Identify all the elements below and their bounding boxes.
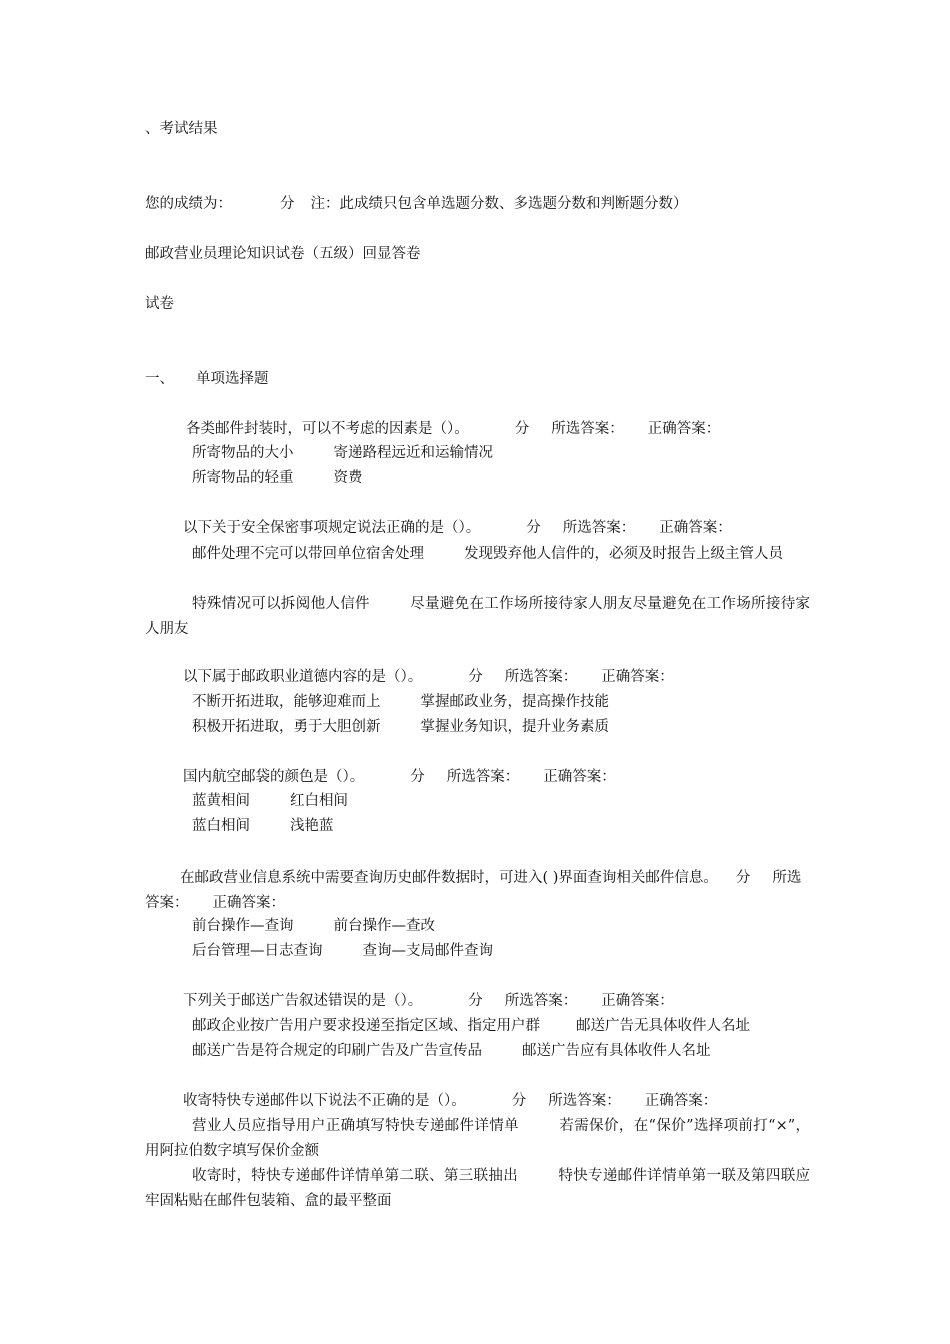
option-c: 后台管理—日志查询 — [192, 943, 323, 959]
option-a: 邮政企业按广告用户要求投递至指定区域、指定用户群 — [192, 1018, 540, 1034]
question-6 — [183, 992, 674, 1010]
option-a: 前台操作—查询 — [192, 918, 294, 934]
selected-answer-label: 所选答案： — [562, 520, 636, 536]
question-text: 收寄特快专递邮件以下说法不正确的是（）。 — [183, 1093, 466, 1109]
question-text: 在邮政营业信息系统中需要查询历史邮件数据时，可进入( )界面查询相关邮件信息。 — [180, 870, 718, 886]
question-score-unit: 分 — [735, 870, 751, 886]
option-a: 营业人员应指导用户正确填写特快专递邮件详情单 — [192, 1118, 520, 1134]
section-heading — [145, 370, 269, 388]
option-d: 尽量避免在工作场所接待家人朋友尽量避免在工作场所接待家人朋友 — [145, 596, 811, 637]
option-row — [192, 469, 363, 487]
question-score-unit: 分 — [468, 993, 483, 1009]
option-block — [145, 1164, 810, 1214]
question-score-unit: 分 — [514, 421, 530, 437]
option-a: 蓝黄相间 — [192, 793, 250, 809]
option-row — [192, 792, 348, 810]
option-row — [192, 718, 609, 736]
option-d: 查询—支局邮件查询 — [362, 943, 493, 959]
section-number: 一、 — [145, 371, 174, 387]
option-c: 邮送广告是符合规定的印刷广告及广告宣传品 — [192, 1043, 482, 1059]
option-b: 若需保价，在“保价”选择项前打“×”，用阿拉伯数字填写保价金额 — [145, 1118, 810, 1159]
correct-answer-label: 正确答案： — [647, 421, 721, 437]
correct-answer-label: 正确答案： — [601, 993, 674, 1009]
selected-answer-label: 所选答案： — [145, 870, 802, 911]
question-score-unit: 分 — [410, 769, 425, 785]
option-c: 蓝白相间 — [192, 818, 250, 834]
selected-answer-label: 所选答案： — [446, 769, 520, 785]
option-row — [192, 817, 334, 835]
question-text: 各类邮件封装时，可以不考虑的因素是（）。 — [186, 421, 469, 437]
question-text: 国内航空邮袋的颜色是（）。 — [183, 769, 365, 785]
question-1 — [186, 420, 720, 438]
selected-answer-label: 所选答案： — [504, 993, 578, 1009]
selected-answer-label: 所选答案： — [551, 421, 624, 437]
option-d: 邮送广告应有具体收件人名址 — [522, 1043, 711, 1059]
correct-answer-label: 正确答案： — [543, 769, 616, 785]
question-7 — [183, 1092, 717, 1110]
option-b: 邮送广告无具体收件人名址 — [576, 1018, 750, 1034]
option-b: 发现毁弃他人信件的，必须及时报告上级主管人员 — [464, 546, 783, 562]
option-block — [145, 592, 810, 642]
selected-answer-label: 所选答案： — [548, 1093, 621, 1109]
selected-answer-label: 所选答案： — [504, 669, 578, 685]
correct-answer-label: 正确答案： — [212, 895, 285, 911]
option-row — [192, 1042, 711, 1060]
option-d: 特快专递邮件详情单第一联及第四联应牢固粘贴在邮件包装箱、盒的最平整面 — [145, 1168, 811, 1209]
question-3 — [183, 668, 674, 686]
paper-label: 试卷 — [145, 296, 174, 312]
option-b: 掌握邮政业务，提高操作技能 — [420, 694, 609, 710]
question-4 — [183, 768, 616, 786]
correct-answer-label: 正确答案： — [644, 1093, 718, 1109]
section-title: 单项选择题 — [196, 371, 269, 387]
option-b: 前台操作—查改 — [333, 918, 435, 934]
option-d: 资费 — [333, 470, 363, 486]
question-text: 以下属于邮政职业道德内容的是（）。 — [183, 669, 423, 685]
question-score-unit: 分 — [511, 1093, 527, 1109]
correct-answer-label: 正确答案： — [659, 520, 732, 536]
option-block — [145, 542, 810, 567]
option-a: 不断开拓进取，能够迎难而上 — [192, 694, 381, 710]
option-row — [192, 1017, 750, 1035]
score-line — [145, 195, 688, 213]
score-unit: 分 — [280, 196, 295, 212]
option-row — [192, 942, 493, 960]
option-c: 所寄物品的轻重 — [192, 470, 294, 486]
option-c: 特殊情况可以拆阅他人信件 — [192, 596, 370, 612]
option-c: 收寄时，特快专递邮件详情单第二联、第三联抽出 — [192, 1168, 519, 1184]
question-score-unit: 分 — [468, 669, 483, 685]
option-a: 所寄物品的大小 — [192, 445, 294, 461]
score-note: 注：此成绩只包含单选题分数、多选题分数和判断题分数） — [310, 196, 688, 212]
option-b: 红白相间 — [290, 793, 348, 809]
option-a: 邮件处理不完可以带回单位宿舍处理 — [192, 546, 424, 562]
exam-name: 邮政营业员理论知识试卷（五级）回显答卷 — [145, 246, 421, 262]
option-d: 浅艳蓝 — [290, 818, 334, 834]
score-prefix: 您的成绩为： — [145, 196, 232, 212]
option-d: 掌握业务知识，提升业务素质 — [420, 719, 609, 735]
option-row — [192, 444, 493, 462]
question-5 — [145, 866, 810, 916]
question-text: 下列关于邮送广告叙述错误的是（）。 — [183, 993, 423, 1009]
option-c: 积极开拓进取，勇于大胆创新 — [192, 719, 381, 735]
option-row — [192, 917, 435, 935]
result-title: 、考试结果 — [145, 121, 218, 137]
question-2 — [183, 519, 732, 537]
option-block — [145, 1114, 810, 1164]
option-row — [192, 693, 609, 711]
question-score-unit: 分 — [526, 520, 541, 536]
question-text: 以下关于安全保密事项规定说法正确的是（）。 — [183, 520, 481, 536]
correct-answer-label: 正确答案： — [601, 669, 674, 685]
option-b: 寄递路程远近和运输情况 — [333, 445, 493, 461]
